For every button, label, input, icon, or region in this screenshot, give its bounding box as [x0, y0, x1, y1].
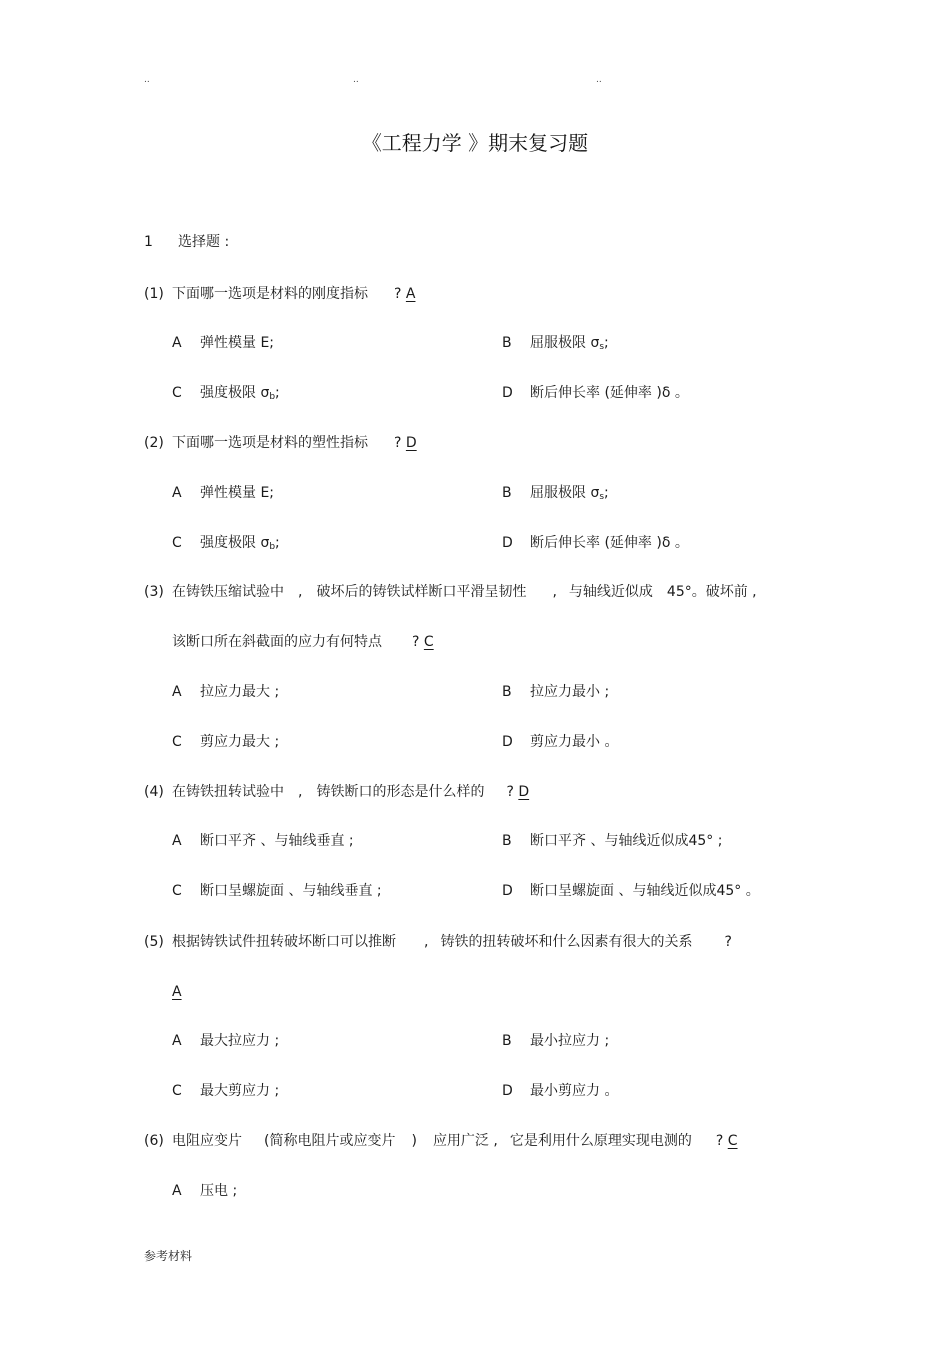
question-text: 与轴线近似成 [568, 584, 653, 600]
header-dots-right: .. [596, 75, 602, 85]
option-text: 断口平齐 、与轴线垂直 ; [200, 833, 354, 849]
question-text: , [552, 584, 557, 600]
question-1 [144, 287, 415, 301]
option-text: 压电 ; [200, 1183, 238, 1199]
section-heading [144, 235, 229, 249]
option-letter: C [172, 385, 182, 401]
option-d [502, 1084, 618, 1098]
option-letter: B [502, 833, 512, 849]
question-text: (简称电阻片或应变片 [264, 1133, 396, 1149]
answer-key: C [423, 634, 434, 650]
page-title: 《工程力学 》期末复习题 [361, 131, 589, 155]
option-tail: 45° 。 [716, 883, 760, 899]
option-a [172, 1184, 237, 1198]
question-mark: ? [394, 286, 402, 302]
option-letter: A [172, 684, 182, 700]
question-text: 应用广泛 , [432, 1133, 498, 1149]
question-text: , [298, 584, 303, 600]
question-mark: ? [724, 934, 732, 950]
question-text: 铸铁的扭转破坏和什么因素有很大的关系 [440, 934, 693, 950]
section-label: 选择题 : [178, 234, 230, 250]
question-text: 在铸铁扭转试验中 [172, 784, 284, 800]
subscript: b [269, 542, 276, 552]
question-text: 铸铁断口的形态是什么样的 [316, 784, 485, 800]
question-6 [144, 1134, 738, 1148]
question-text: 下面哪一选项是材料的刚度指标 [172, 286, 368, 302]
option-text: 断后伸长率 (延伸率 )δ 。 [530, 385, 689, 401]
question-text: 根据铸铁试件扭转破坏断口可以推断 [172, 934, 396, 950]
question-text: 破坏后的铸铁试样断口平滑呈韧性 [316, 584, 527, 600]
question-5-answer-line [172, 985, 182, 999]
answer-key: A [172, 984, 182, 1000]
question-text: 电阻应变片 [172, 1133, 242, 1149]
page-footer: 参考材料 [144, 1249, 193, 1263]
question-text: 它是利用什么原理实现电测的 [509, 1133, 692, 1149]
question-text: 在铸铁压缩试验中 [172, 584, 284, 600]
question-3 [144, 585, 757, 599]
option-text: 断口呈螺旋面 、与轴线垂直 ; [200, 883, 382, 899]
option-a [172, 834, 354, 848]
question-number: (5) [144, 934, 164, 950]
option-text: 弹性模量 E; [200, 335, 275, 351]
option-d [502, 884, 760, 898]
option-letter: D [502, 385, 513, 401]
question-mark: ? [715, 1133, 724, 1149]
option-c [172, 884, 382, 898]
option-letter: A [172, 833, 182, 849]
question-text: 该断口所在斜截面的应力有何特点 [172, 634, 382, 650]
question-number: (1) [144, 286, 164, 302]
option-d [502, 386, 689, 400]
option-text: 强度极限 σ [200, 535, 270, 551]
option-b [502, 685, 609, 699]
header-dots-center: .. [353, 75, 359, 85]
option-text: 最大剪应力 ; [200, 1083, 280, 1099]
option-letter: D [502, 883, 513, 899]
question-number: (2) [144, 435, 164, 451]
option-punct: ; [275, 535, 280, 551]
option-c [172, 1084, 279, 1098]
question-3-continued [172, 635, 434, 649]
section-number: 1 [144, 234, 153, 250]
option-a [172, 685, 279, 699]
option-punct: ; [275, 385, 280, 401]
option-text: 屈服极限 σ [530, 485, 600, 501]
option-letter: A [172, 1033, 182, 1049]
question-mark: ? [412, 634, 420, 650]
option-d [502, 536, 689, 550]
option-b [502, 336, 609, 352]
option-letter: A [172, 1183, 182, 1199]
option-d [502, 735, 618, 749]
question-mark: ? [394, 435, 402, 451]
option-letter: A [172, 485, 182, 501]
option-text: 剪应力最小 。 [530, 734, 619, 750]
answer-key: D [518, 784, 530, 800]
option-letter: C [172, 883, 182, 899]
option-a [172, 486, 274, 500]
option-tail: 45° ; [688, 833, 723, 849]
option-c [172, 536, 280, 552]
option-text: 屈服极限 σ [530, 335, 600, 351]
option-text: 最大拉应力 ; [200, 1033, 280, 1049]
option-b [502, 1034, 609, 1048]
answer-key: A [405, 286, 416, 302]
option-a [172, 336, 274, 350]
option-letter: D [502, 535, 513, 551]
option-punct: ; [604, 485, 609, 501]
question-text: , [298, 784, 303, 800]
question-4 [144, 785, 529, 799]
subscript: b [269, 392, 276, 402]
question-text: ) [411, 1133, 417, 1149]
question-2 [144, 436, 417, 450]
option-text: 弹性模量 E; [200, 485, 275, 501]
question-5 [144, 935, 732, 949]
option-letter: B [502, 684, 512, 700]
option-punct: ; [604, 335, 609, 351]
option-text: 剪应力最大 ; [200, 734, 280, 750]
option-text: 断后伸长率 (延伸率 )δ 。 [530, 535, 689, 551]
option-text: 断口平齐 、与轴线近似成 [530, 833, 689, 849]
subscript: s [599, 342, 605, 352]
option-letter: B [502, 485, 512, 501]
option-text: 拉应力最大 ; [200, 684, 280, 700]
option-letter: C [172, 535, 182, 551]
option-letter: D [502, 734, 513, 750]
answer-key: D [405, 435, 417, 451]
option-letter: B [502, 335, 512, 351]
question-number: (6) [144, 1133, 164, 1149]
option-text: 拉应力最小 ; [530, 684, 610, 700]
header-dots-left: .. [144, 75, 150, 85]
question-text: 。破坏前 , [691, 584, 757, 600]
option-letter: D [502, 1083, 513, 1099]
question-number: (4) [144, 784, 164, 800]
option-letter: C [172, 734, 182, 750]
option-letter: C [172, 1083, 182, 1099]
question-text: , [424, 934, 429, 950]
option-c [172, 386, 280, 402]
option-b [502, 486, 609, 502]
subscript: s [599, 492, 605, 502]
option-letter: A [172, 335, 182, 351]
option-text: 断口呈螺旋面 、与轴线近似成 [530, 883, 717, 899]
option-text: 最小拉应力 ; [530, 1033, 610, 1049]
option-c [172, 735, 279, 749]
option-b [502, 834, 722, 848]
option-letter: B [502, 1033, 512, 1049]
question-text: 45° [666, 584, 692, 600]
question-text: 下面哪一选项是材料的塑性指标 [172, 435, 368, 451]
question-number: (3) [144, 584, 164, 600]
answer-key: C [727, 1133, 738, 1149]
question-mark: ? [506, 784, 514, 800]
option-text: 强度极限 σ [200, 385, 270, 401]
option-a [172, 1034, 279, 1048]
option-text: 最小剪应力 。 [530, 1083, 619, 1099]
